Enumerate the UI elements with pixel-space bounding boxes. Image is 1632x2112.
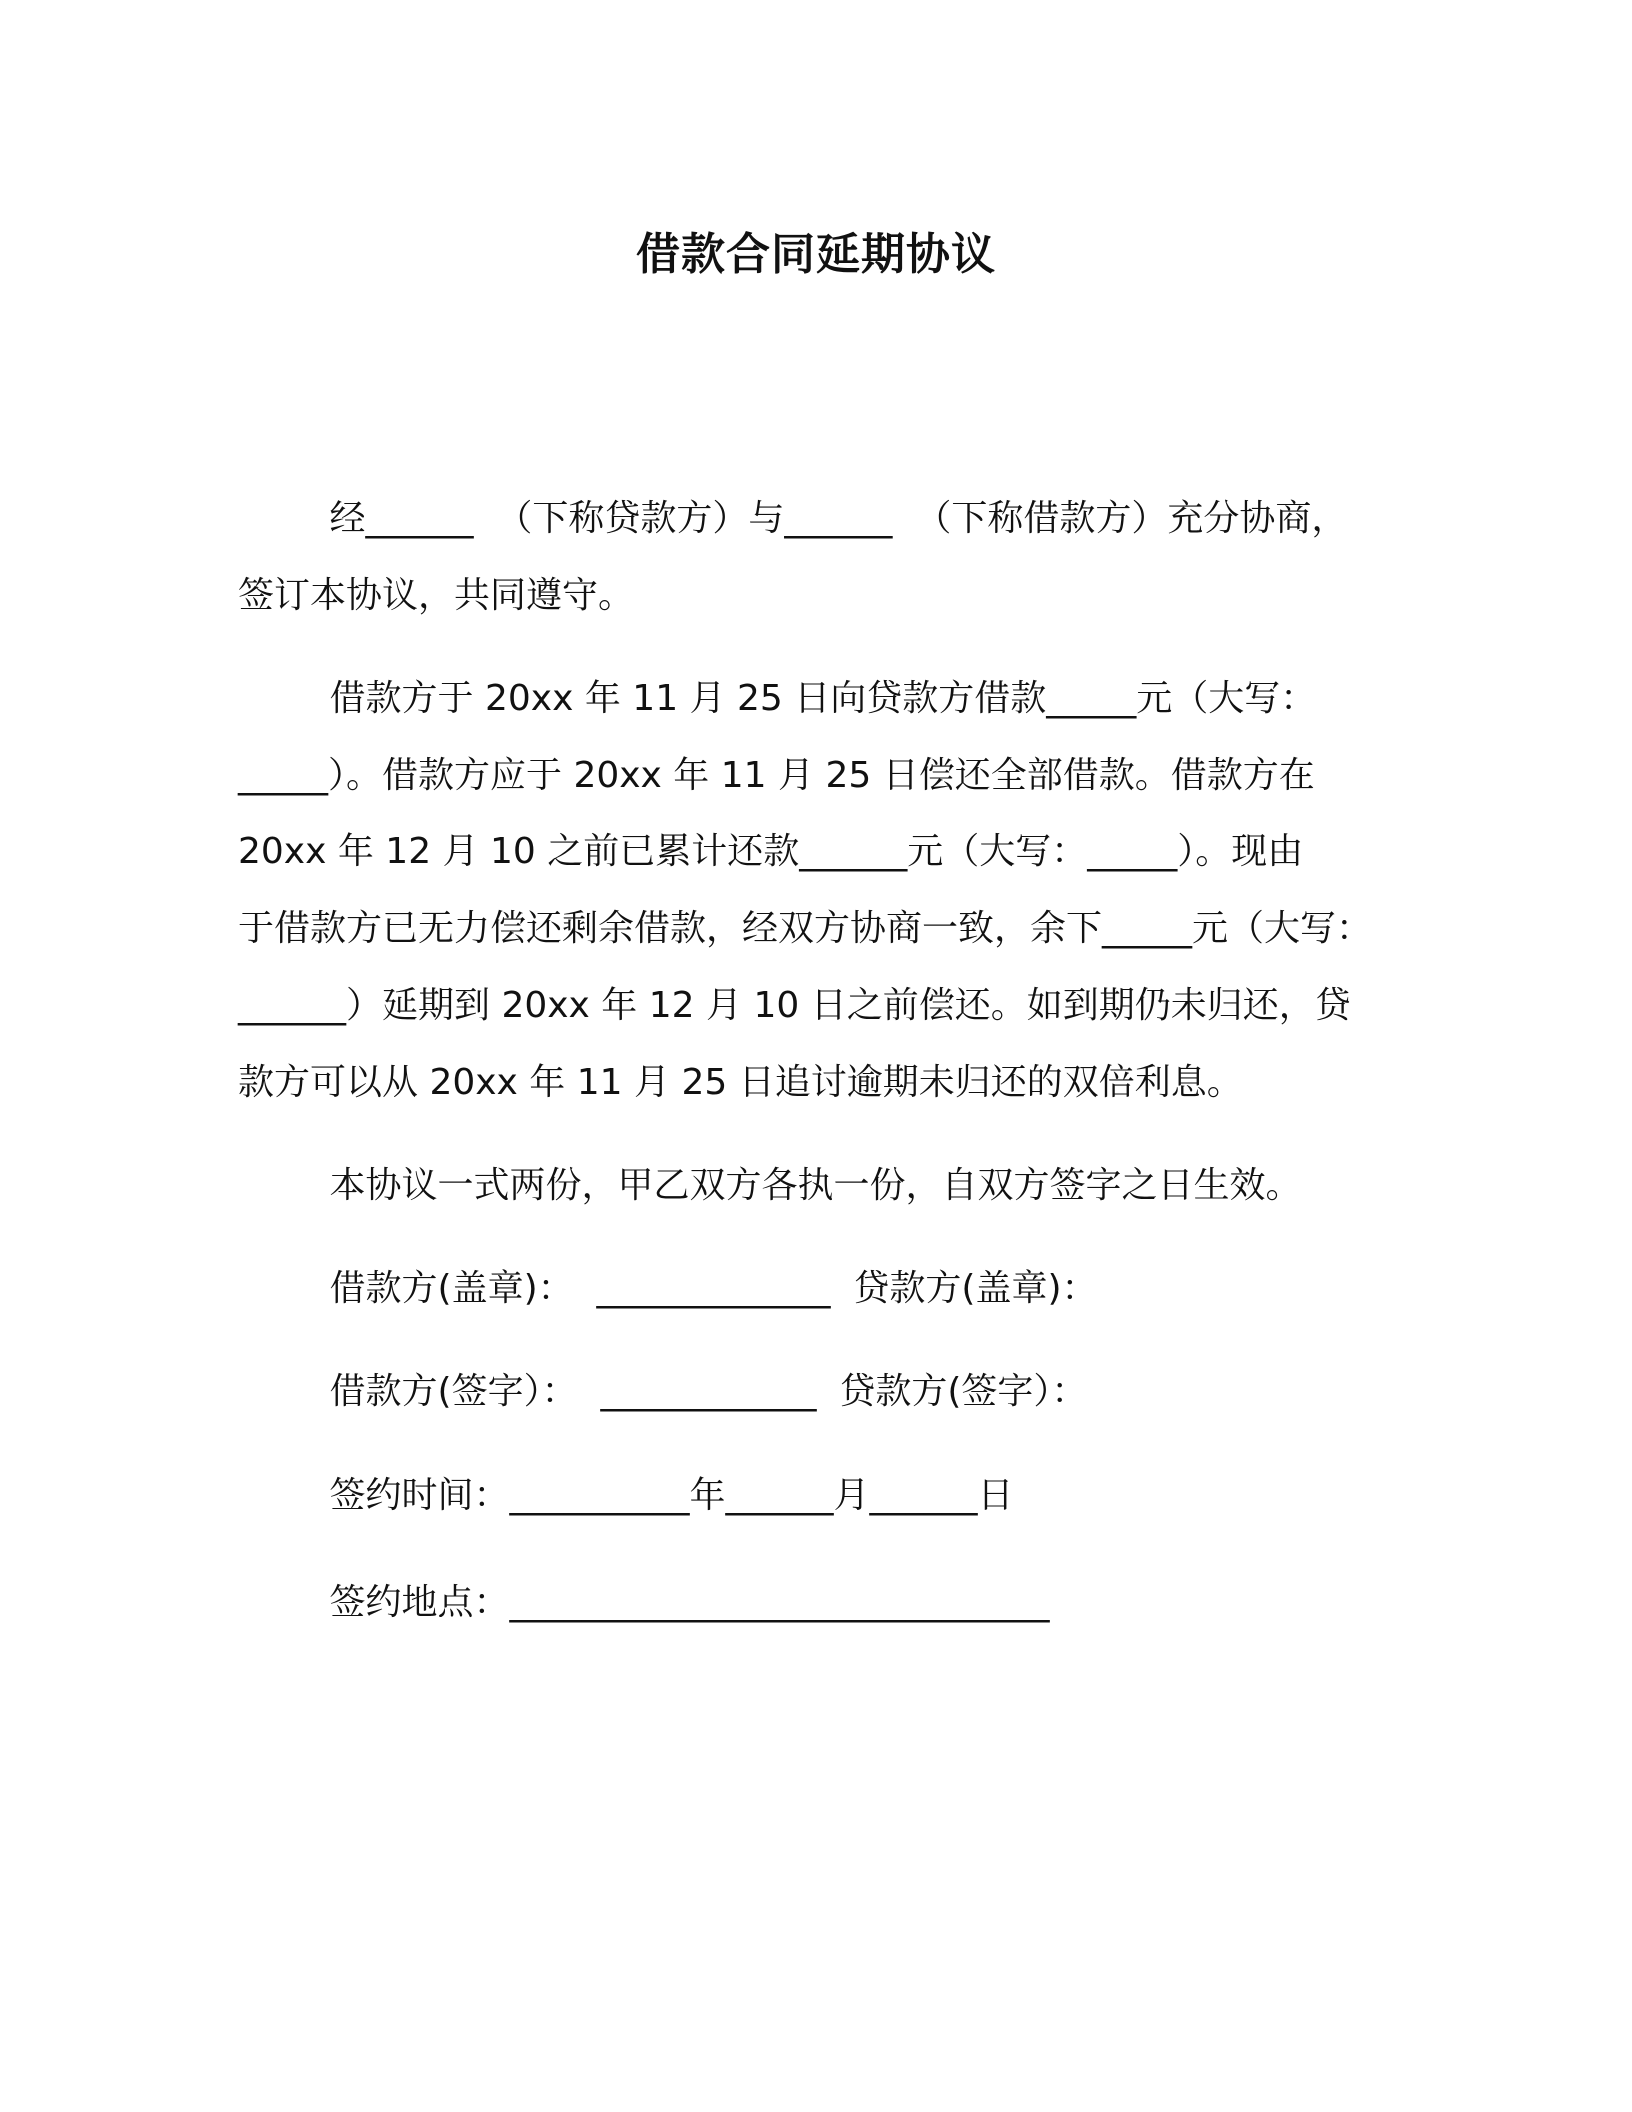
paragraph-loan-line-3: 20xx 年 12 月 10 之前已累计还款______元（大写：_____）。现由 xyxy=(238,831,1304,872)
paragraph-effective: 本协议一式两份，甲乙双方各执一份，自双方签字之日生效。 xyxy=(238,1165,1302,1206)
paragraph-loan-line-2: _____）。借款方应于 20xx 年 11 月 25 日偿还全部借款。借款方在 xyxy=(238,755,1315,796)
seal-line: 借款方(盖章)： _____________ 贷款方(盖章)： xyxy=(238,1268,1098,1309)
paragraph-loan-line-4: 于借款方已无力偿还剩余借款，经双方协商一致，余下_____元（大写： xyxy=(238,908,1373,949)
signing-date-line: 签约时间：__________年______月______日 xyxy=(238,1475,1014,1516)
signature-line: 借款方(签字）： ____________ 贷款方(签字）： xyxy=(238,1371,1088,1412)
paragraph-loan-line-6: 款方可以从 20xx 年 11 月 25 日追讨逾期未归还的双倍利息。 xyxy=(238,1062,1243,1103)
paragraph-intro-line-1: 经______ （下称贷款方）与______ （下称借款方）充分协商， xyxy=(238,498,1348,539)
document-title: 借款合同延期协议 xyxy=(636,229,996,280)
paragraph-loan-line-1: 借款方于 20xx 年 11 月 25 日向贷款方借款_____元（大写： xyxy=(238,678,1317,719)
signing-place-line: 签约地点：______________________________ xyxy=(238,1582,1050,1623)
paragraph-loan-line-5: ______）延期到 20xx 年 12 月 10 日之前偿还。如到期仍未归还，贷 xyxy=(238,985,1351,1026)
paragraph-intro-line-2: 签订本协议，共同遵守。 xyxy=(238,575,635,616)
